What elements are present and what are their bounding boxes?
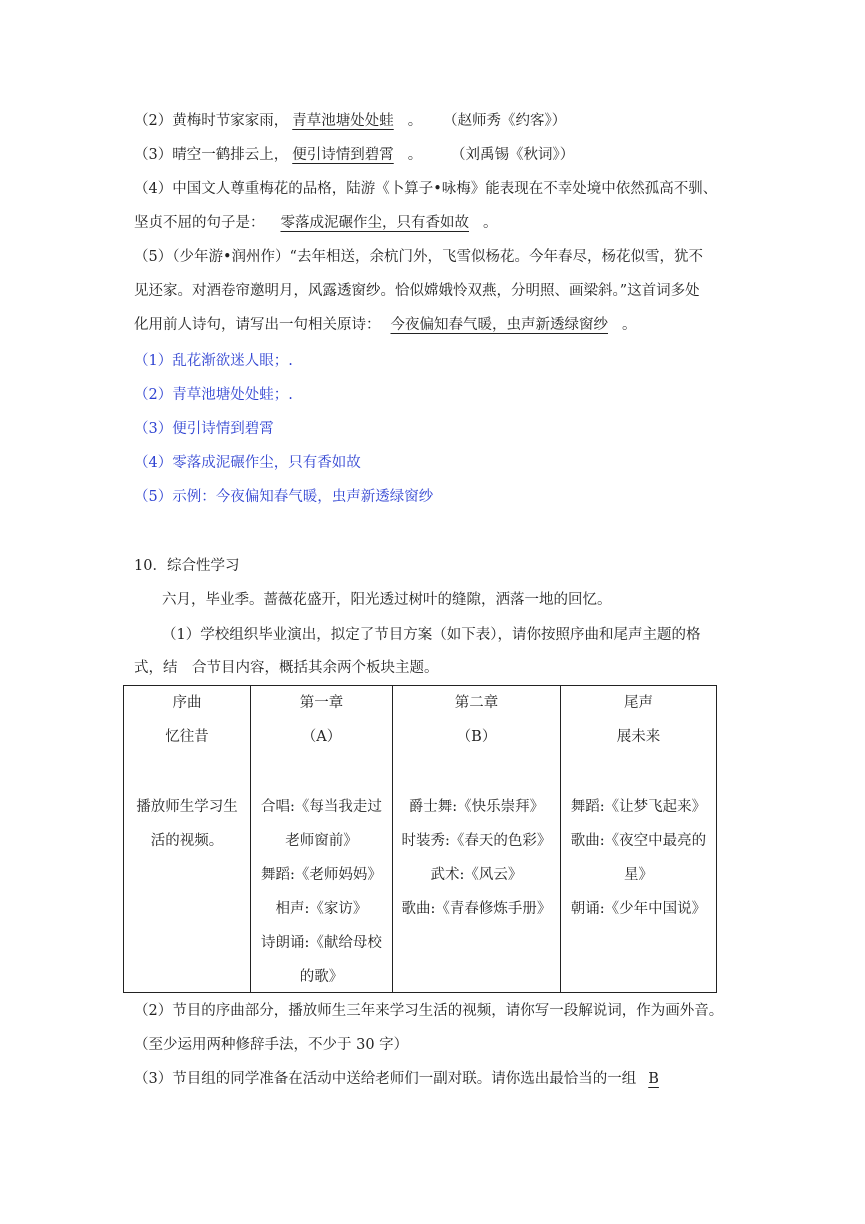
q4-period: 。 (483, 215, 498, 231)
q4-prefix: 坚贞不屈的句子是： (134, 215, 265, 231)
column-title: 尾声 (624, 695, 653, 711)
column-content-line: 的歌》 (299, 969, 344, 985)
column-content-line: 星》 (624, 867, 653, 883)
column-title: 第二章 (454, 695, 499, 711)
column-content-line: 播放师生学习生 (136, 799, 238, 815)
answer-5: （5）示例：今夜偏知春气暖，虫声新透绿窗纱 (134, 489, 434, 505)
q4-answer: 零落成泥碾作尘，只有香如故 (280, 215, 469, 231)
column-title: 序曲 (172, 695, 202, 711)
column-content-line: 活的视频。 (150, 833, 224, 849)
q10-p3-answer: B (648, 1071, 659, 1087)
answer-3: （3）便引诗情到碧霄 (134, 421, 274, 437)
column-theme: 忆往昔 (165, 729, 209, 745)
q10-p3-line (134, 1068, 677, 1090)
q10-p1-line1: （1）学校组织毕业演出，拟定了节目方案（如下表），请你按照序曲和尾声主题的格 (162, 627, 701, 643)
q10-p1-line2: 式，结 合节目内容，概括其余两个板块主题。 (134, 660, 439, 676)
q5-line3 (134, 314, 637, 336)
q10-intro: 六月，毕业季。蔷薇花盛开，阳光透过树叶的缝隙，洒落一地的回忆。 (162, 592, 612, 608)
table-column-epilogue (561, 686, 717, 993)
answer-1: （1）乱花渐欲迷人眼；. (134, 353, 293, 369)
answer-4: （4）零落成泥碾作尘，只有香如故 (134, 455, 361, 471)
q2-source: （赵师秀《约客》） (450, 113, 567, 129)
column-content-line: 爵士舞:《快乐崇拜》 (408, 799, 545, 815)
q2-prefix: （2）黄梅时节家家雨， (134, 113, 289, 129)
column-theme: （B） (456, 729, 497, 745)
q10-p3-prefix: （3）节目组的同学准备在活动中送给老师们一副对联。请你选出最恰当的一组 (134, 1071, 637, 1087)
column-content-line: 歌曲:《青春修炼手册》 (401, 901, 552, 917)
column-content-line: 歌曲:《夜空中最亮的 (570, 833, 707, 849)
q3-prefix: （3）晴空一鹤排云上， (134, 147, 289, 163)
column-title: 第一章 (299, 695, 344, 711)
program-table (123, 685, 717, 993)
q5-prefix: 化用前人诗句，请写出一句相关原诗： (134, 317, 381, 333)
q3-source: （刘禹锡《秋词》） (458, 147, 575, 163)
q5-line2: 见还家。对酒卷帘邀明月，风露透窗纱。恰似嫦娥怜双燕，分明照、画梁斜。”这首词多处 (134, 283, 700, 299)
column-content-line: 武术:《风云》 (430, 867, 523, 883)
q2-answer: 青草池塘处处蛙 (292, 113, 394, 129)
q10-heading: 10．综合性学习 (134, 558, 240, 574)
column-content-line: 舞蹈:《老师妈妈》 (261, 867, 382, 883)
column-content-line: 时装秀:《春天的色彩》 (401, 833, 552, 849)
q3-period: 。 (407, 147, 423, 163)
q2-line (134, 110, 566, 132)
column-content-line: 朝诵:《少年中国说》 (570, 901, 707, 917)
column-content-line: 合唱:《每当我走过 (261, 799, 382, 815)
column-content-line: 相声:《家访》 (275, 901, 368, 917)
answer-2: （2）青草池塘处处蛙；. (134, 387, 293, 403)
q5-answer: 今夜偏知春气暖，虫声新透绿窗纱 (390, 317, 608, 333)
q10-p2-line2: （至少运用两种修辞手法，不少于 30 字） (134, 1037, 409, 1053)
column-content-line: 诗朗诵:《献给母校 (261, 935, 382, 951)
q10-p2-line1: （2）节目的序曲部分，播放师生三年来学习生活的视频，请你写一段解说词，作为画外音。 (134, 1003, 724, 1019)
q4-line2 (134, 212, 498, 234)
table-column-chapter-two (393, 686, 561, 993)
q5-period: 。 (622, 317, 637, 333)
q3-line (134, 144, 574, 166)
table-column-chapter-one (251, 686, 393, 993)
table-column-prelude (124, 686, 251, 993)
q5-line1: （5）（少年游•润州作）“去年相送，余杭门外，飞雪似杨花。今年春尽，杨花似雪，犹不 (134, 249, 703, 265)
column-content-line: 老师窗前》 (285, 833, 358, 849)
column-content-line: 舞蹈:《让梦飞起来》 (570, 799, 707, 815)
column-theme: （A） (301, 729, 342, 745)
column-theme: 展未来 (616, 729, 661, 745)
q4-line1: （4）中国文人尊重梅花的品格，陆游《卜算子•咏梅》能表现在不幸处境中依然孤高不驯、 (134, 181, 718, 197)
q2-period: 。 (407, 113, 423, 129)
q3-answer: 便引诗情到碧霄 (292, 147, 394, 163)
